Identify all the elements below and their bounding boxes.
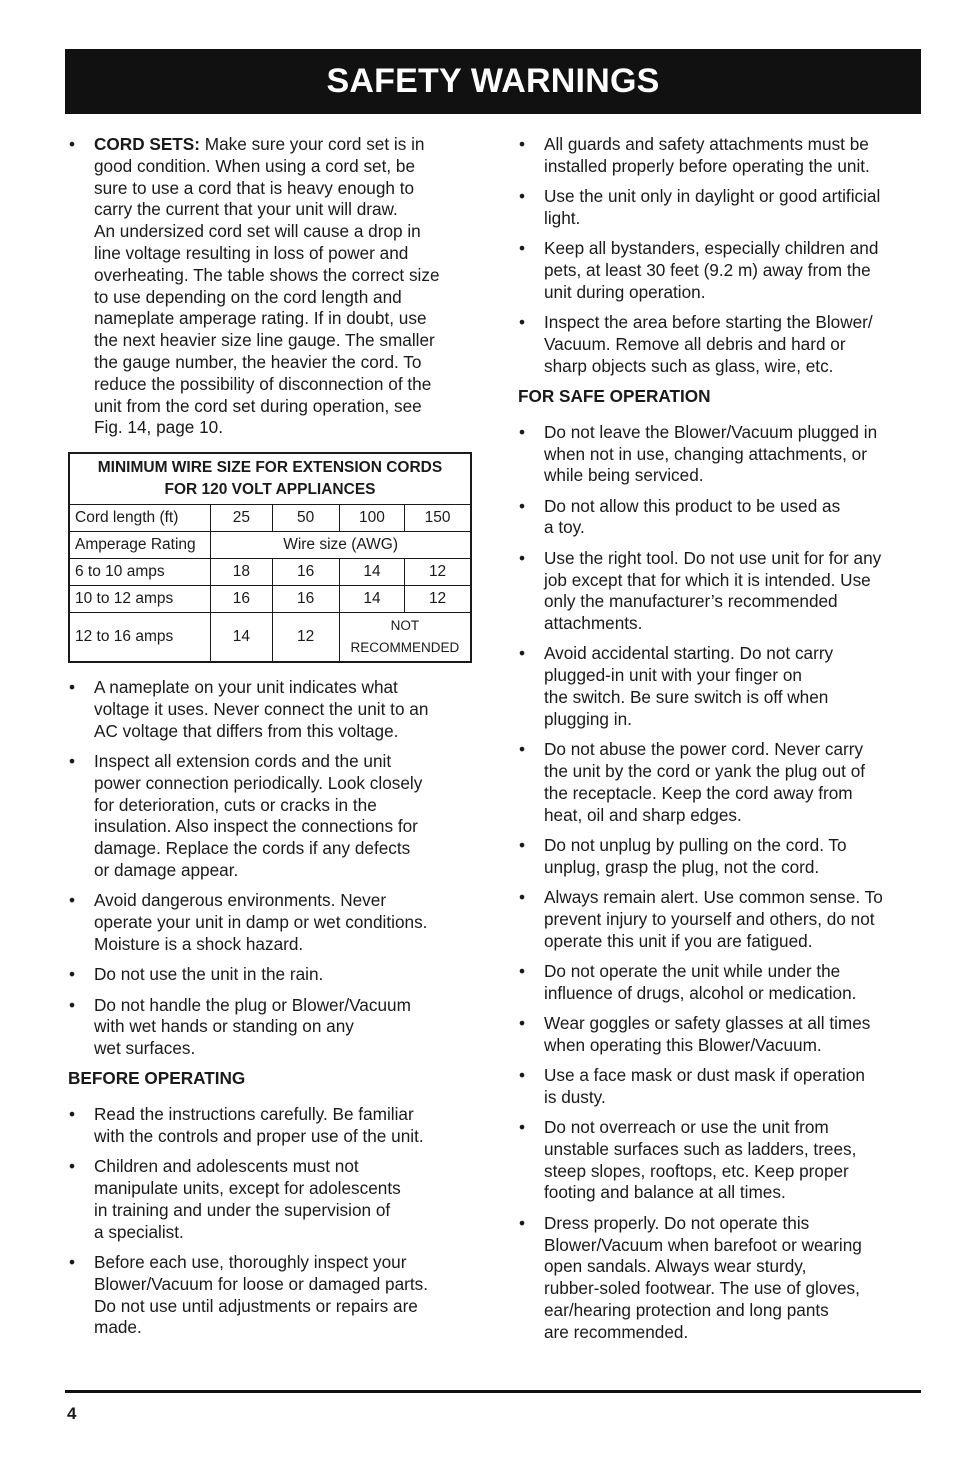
header-banner (65, 49, 921, 114)
list-item: • Do not abuse the power cord. Never carry the unit by the cord or yank the plug out of the receptacle. Keep the cord away from heat, oil and sharp edges. (518, 739, 918, 826)
wire-size-table (68, 452, 472, 663)
list-item: • Do not use the unit in the rain. (68, 964, 473, 986)
list-item: • Dress properly. Do not operate this Blower/Vacuum when barefoot or wearing open sandals. Always wear sturdy, rubber-soled footwear. The use of gloves, ear/hearing protection and long pants are recommended. (518, 1213, 918, 1344)
general-safety-list (518, 134, 918, 377)
safe-operation-list (518, 422, 918, 1344)
list-item: • Avoid accidental starting. Do not carry plugged-in unit with your finger on the switch. Be sure switch is off when plugging in. (518, 643, 918, 730)
wire-size-label: Wire size (AWG) (211, 532, 471, 559)
page-title: SAFETY WARNINGS (326, 62, 660, 100)
list-item: • All guards and safety attachments must be installed properly before operating the unit. (518, 134, 918, 178)
length-150: 150 (405, 505, 471, 532)
list-item: • Children and adolescents must not manipulate units, except for adolescents in training and under the supervision of a specialist. (68, 1156, 473, 1243)
list-item: • A nameplate on your unit indicates what voltage it uses. Never connect the unit to an AC voltage that differs from this voltage. (68, 677, 473, 742)
footer-divider (65, 1390, 921, 1393)
cord-sets-text: Make sure your cord set is in good condition. When using a cord set, be sure to use a cord that is heavy enough to carry the current that your unit will draw. An undersized cord set will cause a drop in line voltage resulting in loss of power and overheating. The table shows the correct size to use depending on the cord length and nameplate amperage rating. If in doubt, use the next heavier size line gauge. The smaller the gauge number, the heavier the cord. To reduce the possibility of disconnection of the unit from the cord set during operation, see Fig. 14, page 10. (94, 134, 440, 438)
list-item: • Do not allow this product to be used as a toy. (518, 496, 918, 540)
cell-value: 12 (272, 613, 339, 663)
table-row (69, 613, 471, 663)
length-50: 50 (272, 505, 339, 532)
list-item: • Wear goggles or safety glasses at all times when operating this Blower/Vacuum. (518, 1013, 918, 1057)
list-item: • Do not overreach or use the unit from unstable surfaces such as ladders, trees, steep slopes, rooftops, etc. Keep proper footing and balance at all times. (518, 1117, 918, 1204)
cell-value: 12 (405, 586, 471, 613)
cord-sets-lead: CORD SETS: (94, 134, 200, 154)
length-100: 100 (339, 505, 404, 532)
list-item: • Inspect the area before starting the Blower/ Vacuum. Remove all debris and hard or sharp objects such as glass, wire, etc. (518, 312, 918, 377)
cell-value: 16 (211, 586, 272, 613)
cell-value: 14 (339, 559, 404, 586)
list-item: • Use a face mask or dust mask if operation is dusty. (518, 1065, 918, 1109)
not-recommended-cell: NOT RECOMMENDED (339, 613, 471, 663)
cell-value: 16 (272, 559, 339, 586)
list-item: • Do not leave the Blower/Vacuum plugged in when not in use, changing attachments, or while being serviced. (518, 422, 918, 487)
before-operating-list (68, 1104, 473, 1339)
cell-value: 16 (272, 586, 339, 613)
right-column (518, 134, 918, 1352)
electrical-safety-list (68, 677, 473, 1060)
row-label: 10 to 12 amps (69, 586, 211, 613)
length-25: 25 (211, 505, 272, 532)
row-label: 12 to 16 amps (69, 613, 211, 663)
table-title: MINIMUM WIRE SIZE FOR EXTENSION CORDS FOR 120 VOLT APPLIANCES (69, 453, 471, 505)
cell-value: 14 (339, 586, 404, 613)
cord-length-label: Cord length (ft) (69, 505, 211, 532)
list-item: • Do not unplug by pulling on the cord. To unplug, grasp the plug, not the cord. (518, 835, 918, 879)
left-column (68, 134, 473, 1348)
list-item: • Before each use, thoroughly inspect your Blower/Vacuum for loose or damaged parts. Do not use until adjustments or repairs are made. (68, 1252, 473, 1339)
safe-operation-heading: FOR SAFE OPERATION (518, 385, 711, 406)
list-item: • Always remain alert. Use common sense. To prevent injury to yourself and others, do not operate this unit if you are fatigued. (518, 887, 918, 952)
table-row-lengths (69, 505, 471, 532)
table-row-amperage (69, 532, 471, 559)
table-row (69, 559, 471, 586)
cell-value: 18 (211, 559, 272, 586)
cord-sets-list (68, 134, 473, 439)
page-number: 4 (67, 1404, 77, 1423)
list-item: • Use the right tool. Do not use unit for for any job except that for which it is intended. Use only the manufacturer’s recommended attachments. (518, 548, 918, 635)
amperage-label: Amperage Rating (69, 532, 211, 559)
list-item: • Avoid dangerous environments. Never operate your unit in damp or wet conditions. Moisture is a shock hazard. (68, 890, 473, 955)
before-operating-heading: BEFORE OPERATING (68, 1068, 246, 1089)
list-item: • Read the instructions carefully. Be familiar with the controls and proper use of the unit. (68, 1104, 473, 1148)
bullet-cord-sets (68, 134, 473, 439)
cell-value: 12 (405, 559, 471, 586)
row-label: 6 to 10 amps (69, 559, 211, 586)
list-item: • Inspect all extension cords and the unit power connection periodically. Look closely for deterioration, cuts or cracks in the insulation. Also inspect the connections for damage. Replace the cords if any defects or damage appear. (68, 751, 473, 882)
list-item: • Do not handle the plug or Blower/Vacuum with wet hands or standing on any wet surfaces. (68, 995, 473, 1060)
list-item: • Use the unit only in daylight or good artificial light. (518, 186, 918, 230)
cell-value: 14 (211, 613, 272, 663)
list-item: • Keep all bystanders, especially children and pets, at least 30 feet (9.2 m) away from the unit during operation. (518, 238, 918, 303)
table-title-row (69, 453, 471, 505)
list-item: • Do not operate the unit while under the influence of drugs, alcohol or medication. (518, 961, 918, 1005)
table-row (69, 586, 471, 613)
